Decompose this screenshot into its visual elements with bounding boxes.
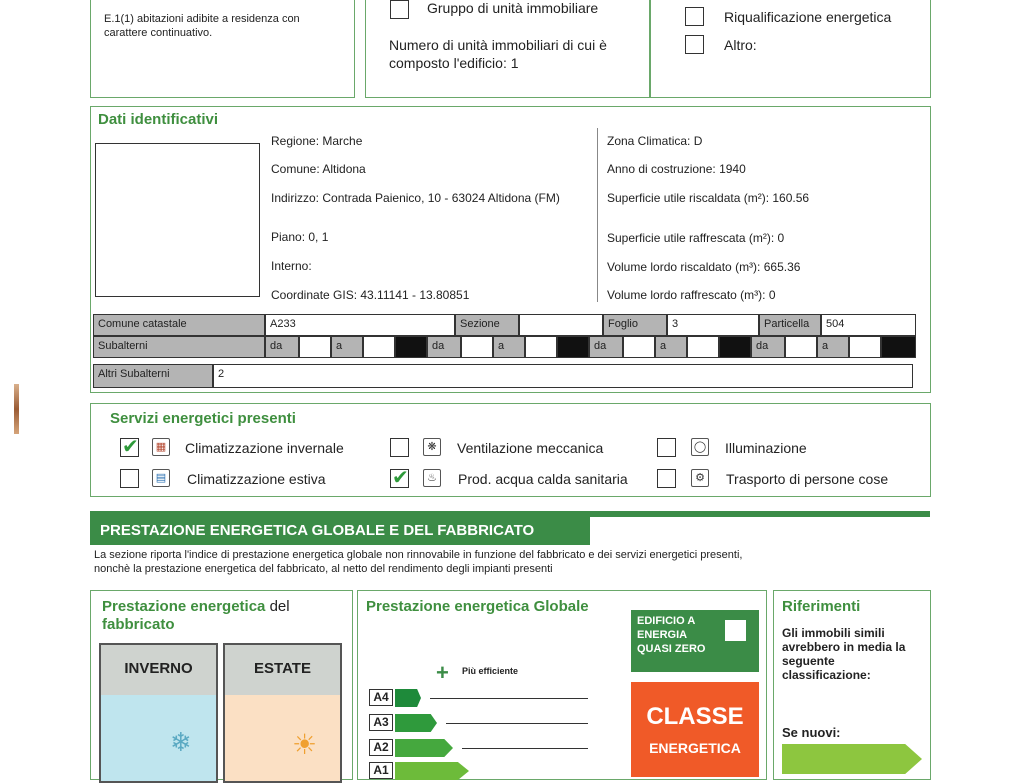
altri-subalterni-value: 2 [213,364,913,388]
dati-anno: Anno di costruzione: 1940 [607,162,746,176]
trasporto-checkbox[interactable] [657,469,676,488]
sub3-black [719,336,751,358]
dati-indirizzo: Indirizzo: Contrada Paienico, 10 - 63024 Altidona (FM) [271,191,560,205]
class-label-a1: A1 [369,762,393,779]
fabbricato-title-c: fabbricato [102,616,175,633]
sub1-a-value [363,336,395,358]
dati-volume-riscaldato: Volume lordo riscaldato (m³): 665.36 [607,260,801,274]
sub3-da-value [623,336,655,358]
building-photo-placeholder [95,143,260,297]
ventilazione-meccanica-label: Ventilazione meccanica [457,440,604,456]
class-line-a2 [462,748,588,749]
sub4-black [881,336,916,358]
fabbricato-title [102,598,322,634]
estate-label: ESTATE [254,660,311,677]
fan-icon: ❋ [423,438,441,456]
prestazione-desc-1: La sezione riporta l'indice di prestazione energetica globale non rinnovabile in funzione del fabbricato e dei servizi energetici presenti, [94,549,743,561]
inverno-label: INVERNO [124,660,193,677]
class-arrow-a4 [395,689,421,707]
sub2-a: a [493,336,525,358]
class-line-a4 [430,698,588,699]
gruppo-label: Gruppo di unità immobiliare [427,0,599,16]
nzeb-label: EDIFICIO A ENERGIA QUASI ZERO [637,615,706,655]
altro-checkbox[interactable] [685,35,704,54]
sub1-black [395,336,427,358]
climatizzazione-estiva-checkbox[interactable] [120,469,139,488]
se-nuovi-class-arrow [782,744,922,774]
riqualificazione-checkbox[interactable] [685,7,704,26]
sub4-a-value [849,336,881,358]
nzeb-checkbox[interactable] [725,620,746,641]
sub3-a-value [687,336,719,358]
ventilazione-meccanica-checkbox[interactable] [390,438,409,457]
sun-icon: ☀ [292,728,318,761]
sezione-value [519,314,603,336]
dati-regione: Regione: Marche [271,134,363,148]
acqua-calda-checkbox[interactable] [390,469,409,488]
gruppo-checkbox[interactable] [390,0,409,19]
riqualificazione-label: Riqualificazione energetica [724,9,892,25]
class-arrow-a3 [395,714,437,732]
dati-piano: Piano: 0, 1 [271,230,329,244]
sub3-da: da [589,336,623,358]
piu-efficiente-label: Più efficiente [462,666,519,676]
sub2-da: da [427,336,461,358]
dati-divider [597,128,598,302]
fabbricato-title-b: del [269,598,290,615]
trasporto-label: Trasporto di persone cose [726,471,889,487]
particella-value: 504 [821,314,916,336]
climatizzazione-invernale-label: Climatizzazione invernale [185,440,344,456]
illuminazione-checkbox[interactable] [657,438,676,457]
riferimenti-text: Gli immobili simili avrebbero in media la seguente classificazione: [782,626,906,682]
comune-catastale-label: Comune catastale [93,314,265,336]
class-line-a3 [446,723,588,724]
class-arrow-a1 [395,762,469,780]
sub1-da: da [265,336,299,358]
dati-zona-climatica: Zona Climatica: D [607,134,703,148]
sub2-black [557,336,589,358]
sub3-a: a [655,336,687,358]
sub4-da: da [751,336,785,358]
sub1-a: a [331,336,363,358]
dati-interno: Interno: [271,259,312,273]
dati-superficie-riscaldata: Superficie utile riscaldata (m²): 160.56 [607,191,810,205]
sub4-da-value [785,336,817,358]
class-arrow-a2 [395,739,453,757]
climatizzazione-estiva-label: Climatizzazione estiva [187,471,326,487]
water-tap-icon: ♨ [423,469,441,487]
sub4-a: a [817,336,849,358]
dati-volume-raffrescato: Volume lordo raffrescato (m³): 0 [607,288,776,302]
catasto-table [93,314,916,390]
particella-label: Particella [759,314,821,336]
globale-title: Prestazione energetica Globale [366,598,589,615]
lightbulb-icon: ◯ [691,438,709,456]
dati-coordinate: Coordinate GIS: 43.11141 - 13.80851 [271,288,470,302]
sub2-da-value [461,336,493,358]
acqua-calda-label: Prod. acqua calda sanitaria [458,471,628,487]
radiator-icon: ▦ [152,438,170,456]
altro-label: Altro: [724,37,757,53]
fabbricato-title-a: Prestazione energetica [102,598,266,615]
use-category-text: E.1(1) abitazioni adibite a residenza con carattere continuativo. [104,13,300,39]
se-nuovi-label: Se nuovi: [782,725,841,740]
climatizzazione-invernale-checkbox[interactable] [120,438,139,457]
servizi-title: Servizi energetici presenti [110,410,296,427]
classe-label: CLASSE [646,703,744,730]
energetica-label: ENERGETICA [649,740,741,756]
sub2-a-value [525,336,557,358]
prestazione-desc-2: nonchè la prestazione energetica del fabbricato, al netto del rendimento degli impianti presenti [94,563,553,575]
class-label-a3: A3 [369,714,393,731]
air-conditioner-icon: ▤ [152,469,170,487]
dati-comune: Comune: Altidona [271,162,366,176]
foglio-label: Foglio [603,314,667,336]
riferimenti-title: Riferimenti [782,598,861,615]
subalterni-label: Subalterni [93,336,265,358]
sezione-label: Sezione [455,314,519,336]
prestazione-banner: PRESTAZIONE ENERGETICA GLOBALE E DEL FABBRICATO [90,517,590,545]
plus-icon: + [436,660,449,685]
altri-subalterni-label: Altri Subalterni [93,364,213,388]
dati-identificativi-title: Dati identificativi [98,111,219,128]
comune-catastale-value: A233 [265,314,455,336]
dati-superficie-raffrescata: Superficie utile raffrescata (m²): 0 [607,231,785,245]
class-label-a4: A4 [369,689,393,706]
sub1-da-value [299,336,331,358]
foglio-value: 3 [667,314,759,336]
illuminazione-label: Illuminazione [725,440,807,456]
scan-artifact [14,384,19,434]
class-label-a2: A2 [369,739,393,756]
numero-unita-text: Numero di unità immobiliari di cui è composto l'edificio: 1 [389,37,607,71]
elevator-icon: ⚙ [691,469,709,487]
snowflake-icon: ❄ [170,728,192,758]
